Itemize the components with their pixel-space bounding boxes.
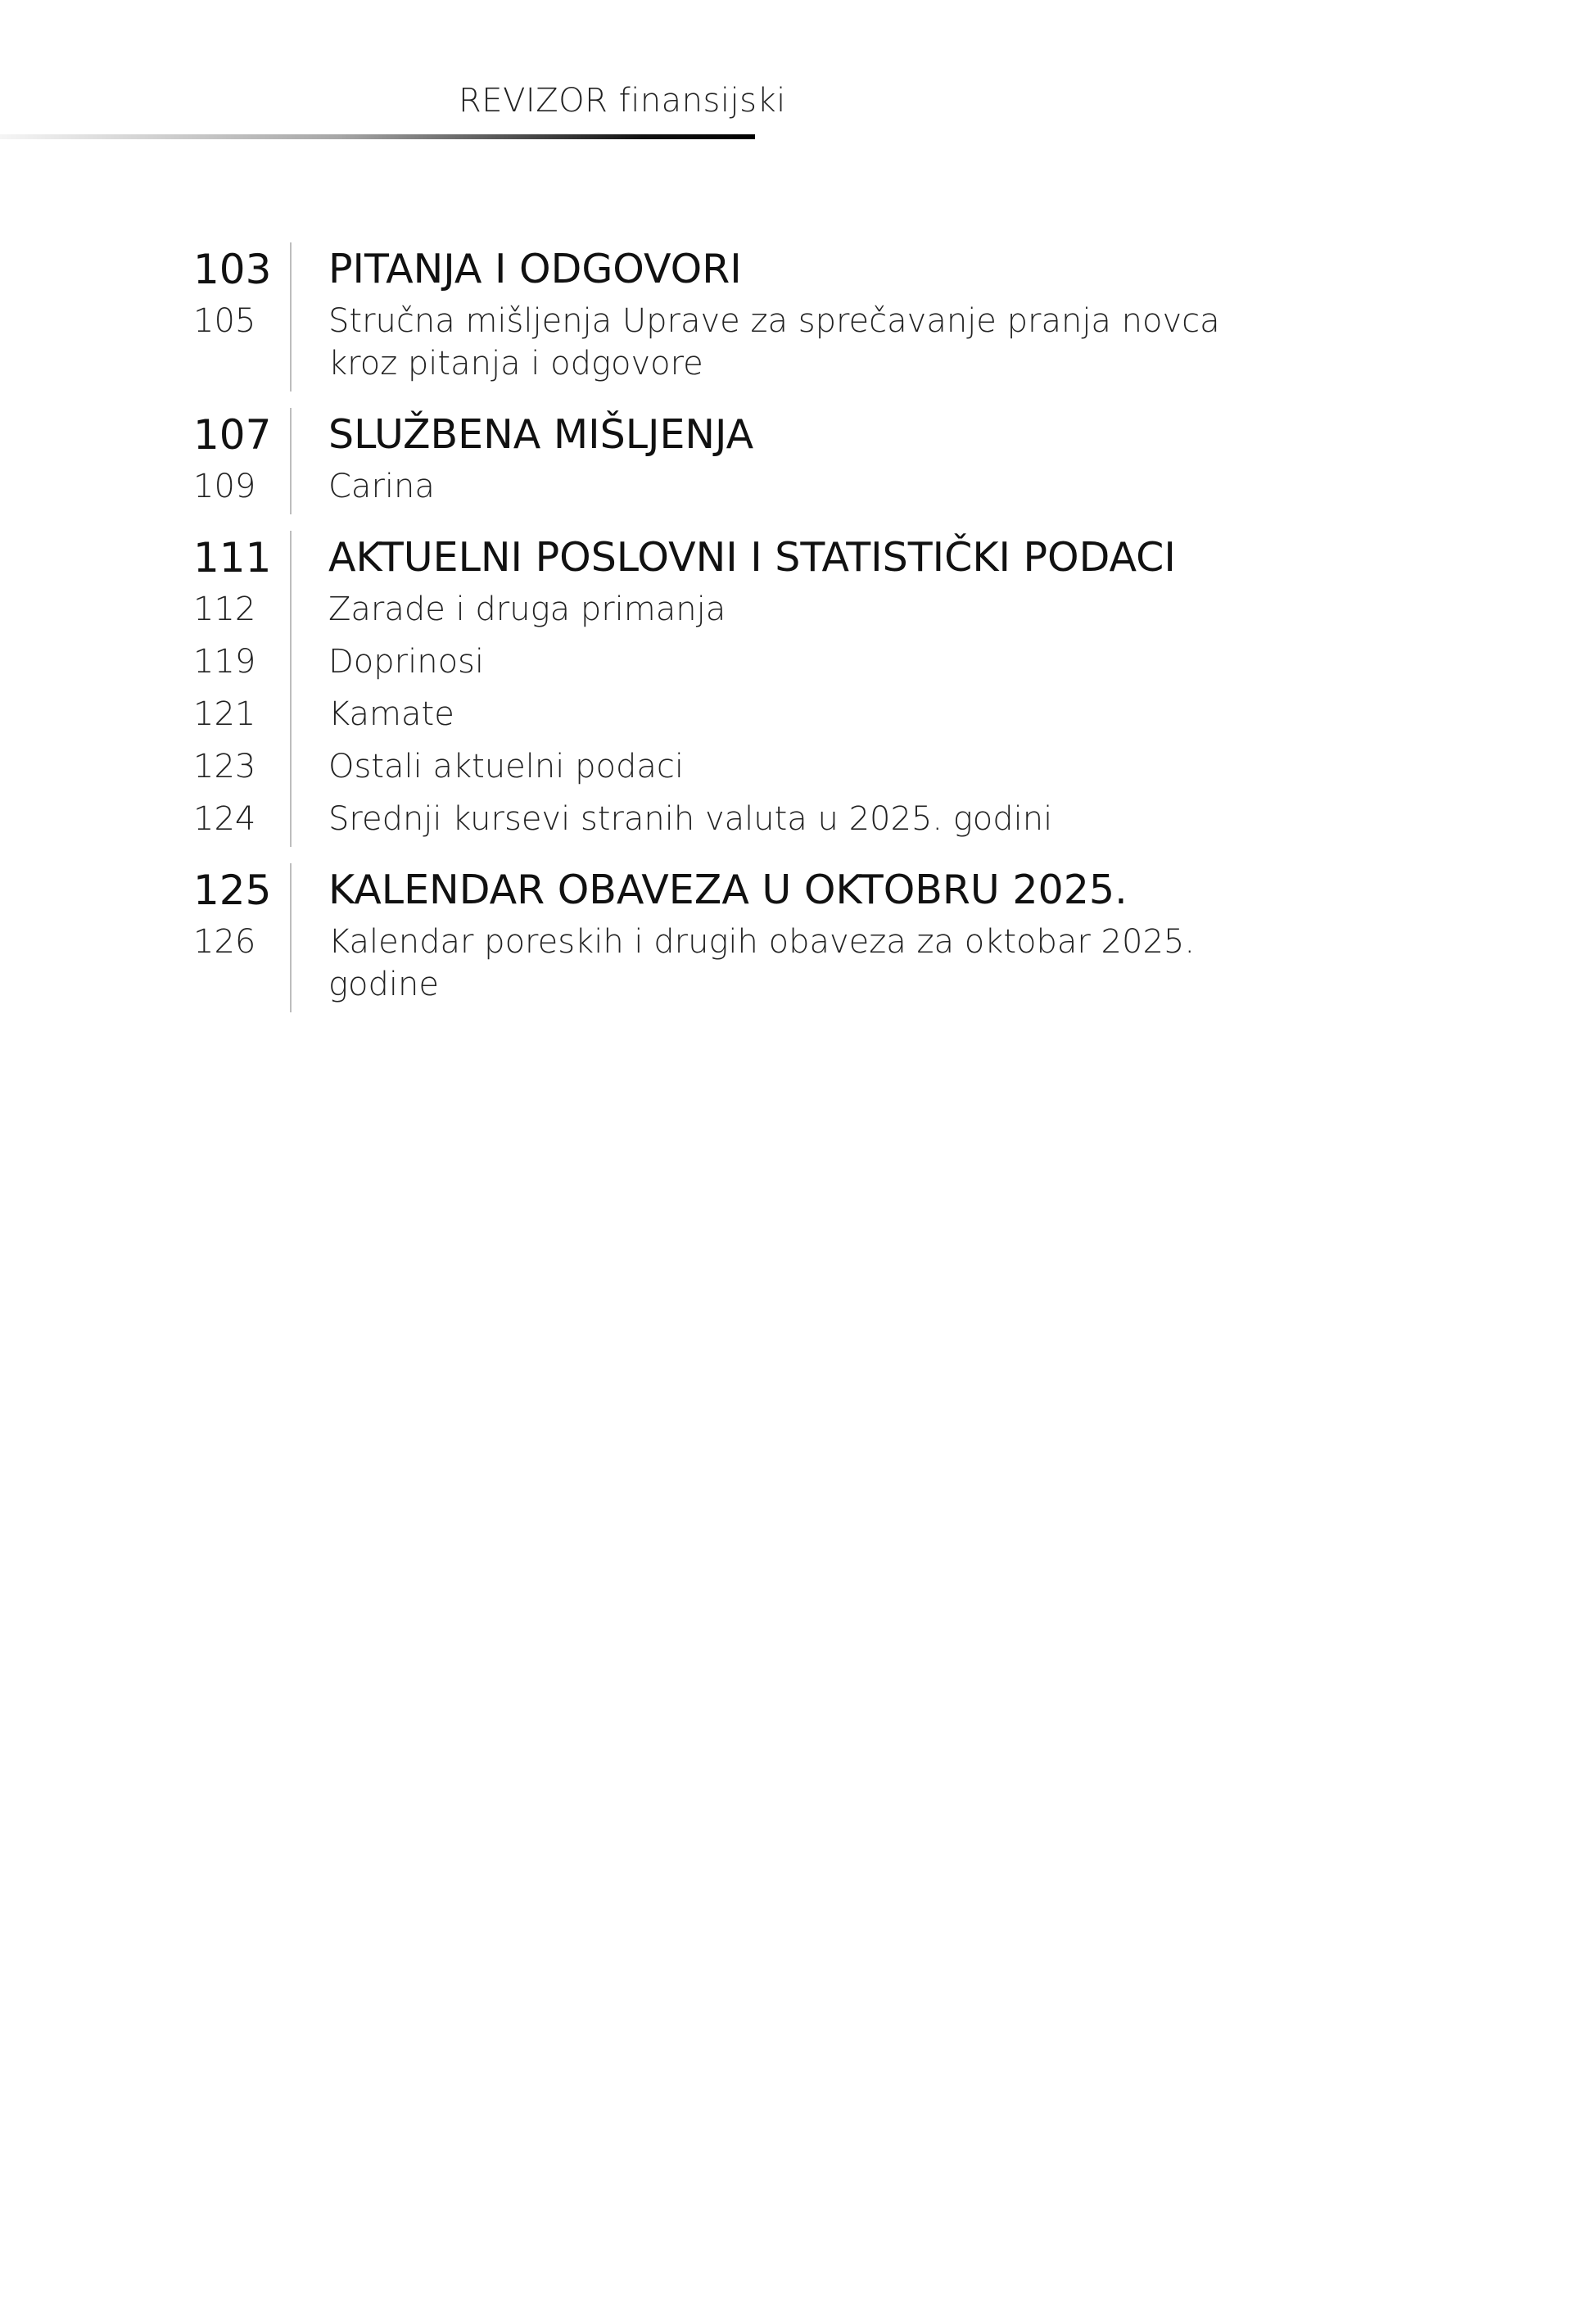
toc-item-row[interactable] [193,742,1422,794]
toc-item-row[interactable] [193,637,1422,690]
toc-heading-title: SLUŽBENA MIŠLJENJA [328,411,754,458]
toc-item-page: 112 [193,591,256,628]
toc-item-title: Kamate [328,695,454,733]
toc-item-page: 105 [193,302,256,340]
toc-item-row[interactable] [193,296,1422,392]
toc-item-title: Carina [328,468,435,505]
toc-item-page: 123 [193,748,256,785]
toc-heading-page: 103 [193,246,272,293]
toc-heading-page: 111 [193,534,272,582]
toc-item-row[interactable] [193,585,1422,637]
toc-heading-row[interactable] [193,863,1422,917]
toc-item-page: 119 [193,643,256,681]
toc-item-title: Zarade i druga primanja [328,591,726,628]
toc-section-gap [193,514,1422,531]
toc-item-title: Srednji kursevi stranih valuta u 2025. godini [328,800,1053,838]
toc-item-row[interactable] [193,462,1422,514]
toc-section [193,408,1422,531]
toc-item-page: 126 [193,923,256,961]
toc-heading-page: 125 [193,867,272,914]
toc-section [193,531,1422,863]
toc-heading-title: PITANJA I ODGOVORI [328,246,742,292]
toc-section-gap [193,847,1422,863]
toc-item-title: Ostali aktuelni podaci [328,748,684,785]
toc-heading-page: 107 [193,411,272,459]
toc-item-title [292,296,1220,392]
toc-item-row[interactable] [193,917,1422,1012]
header-rule [0,134,755,139]
toc-heading-title: AKTUELNI POSLOVNI I STATISTIČKI PODACI [328,534,1176,581]
toc-item-page: 109 [193,468,256,505]
toc-heading-row[interactable] [193,531,1422,585]
toc-item-page: 124 [193,800,256,838]
toc-item-title: Kalendar poreskih i drugih obaveza za oktobar 2025. godine [328,923,1196,1003]
toc-section-gap [193,392,1422,408]
toc-heading-row[interactable] [193,242,1422,296]
running-header-title: REVIZOR finansijski [459,82,786,120]
toc-item-title: Doprinosi [328,643,484,681]
toc-section [193,242,1422,408]
toc-item-row[interactable] [193,690,1422,742]
toc-item-title-line: kroz pitanja i odgovore [328,345,703,382]
toc-heading-title: KALENDAR OBAVEZA U OKTOBRU 2025. [328,867,1128,913]
toc-item-row[interactable] [193,794,1422,847]
toc-section [193,863,1422,1012]
toc-item-page: 121 [193,695,256,733]
table-of-contents [193,242,1422,1012]
toc-item-title-line: Stručna mišljenja Uprave za sprečavanje pranja novca [328,302,1220,340]
toc-heading-row[interactable] [193,408,1422,462]
